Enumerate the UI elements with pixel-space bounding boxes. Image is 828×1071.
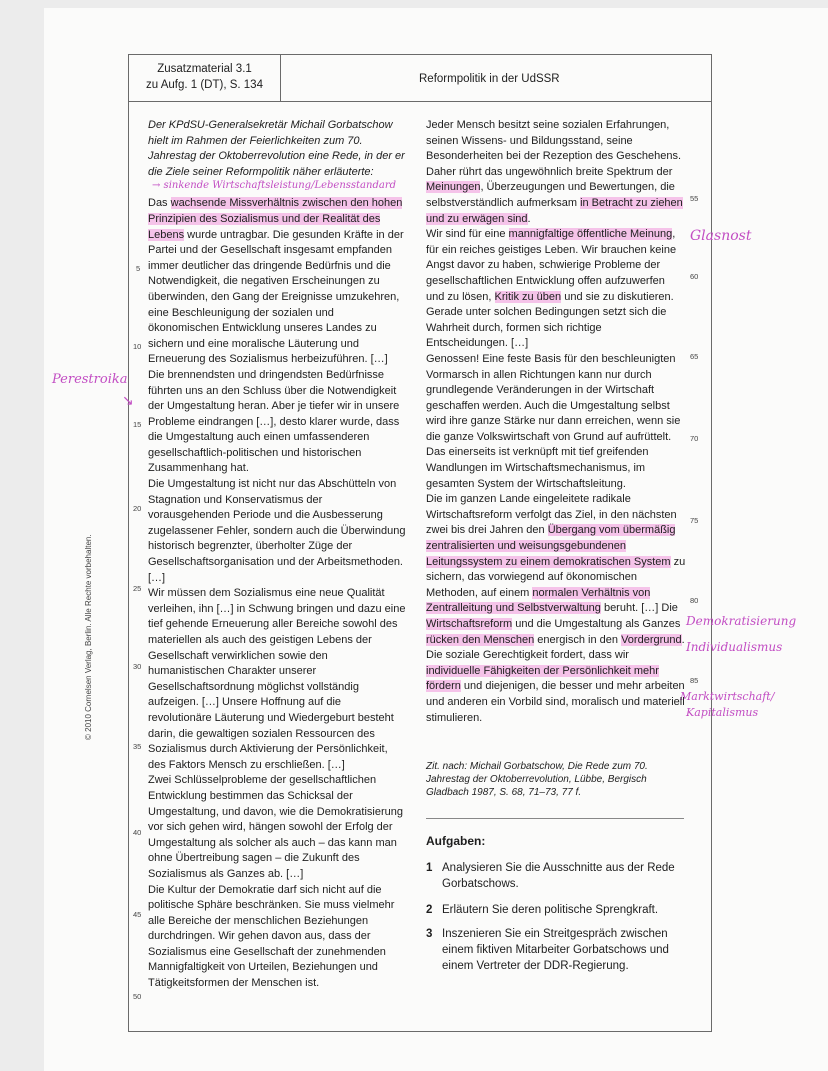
speech-paragraph: Die Kultur der Demokratie darf sich nicht auf die politische Sphäre beschränken. Sie muss vielmehr alle Bereiche der menschlichen Beziehungen durchdringen. Wir gehen davon aus, dass der Sozialismus eine Gesellschaft der zunehmenden Mannigfaltigkeit von Urteilen, Beziehungen und Tätigkeitsformen der Menschen ist.	[148, 883, 395, 990]
task-item	[426, 926, 696, 974]
source-citation: Zit. nach: Michail Gorbatschow, Die Rede zum 70. Jahrestag der Oktoberrevolution, Lübbe, Bergisch Gladbach 1987, S. 68, 71–73, 77 f.	[426, 761, 648, 798]
highlighted-text: Meinungen	[426, 181, 481, 194]
speech-paragraph: Genossen! Eine feste Basis für den beschleunigten Vormarsch in allen Richtungen kann nur durch grundlegende Veränderungen in der Wirtschaft geschaffen werden. Auch die Umgestaltung selbst wird ihre ganze Stärke nur dann erreichen, wenn sie die ganze Volkswirtschaft von Grund auf aufrüttelt. Das einerseits ist verknüpft mit tief greifenden Wandlungen im Wirtschaftsmechanismus, im gesamten System der Wirtschaftsleitung.	[426, 352, 681, 490]
task-number: 1	[426, 862, 433, 874]
speech-paragraph	[148, 196, 406, 477]
annotation-demokratisierung: Demokratisierung	[686, 614, 797, 628]
material-line-2: zu Aufg. 1 (DT), S. 134	[146, 79, 263, 91]
highlighted-text: mannigfaltige öffentliche Meinung	[508, 228, 673, 241]
highlighted-text: Übergang vom übermäßig zentralisierten und weisungsgebundenen Leitungssystem zu einem demokratischen System	[426, 524, 676, 568]
line-number: 85	[690, 676, 699, 685]
text-span: wurde untragbar. Die gesunden Kräfte in der Partei und der Gesellschaft insgesamt empfanden immer deutlicher das dringende Bedürfnis und die Notwendigkeit, die negativen Erscheinungen zu überwinden, den Gang der Ereignisse umzukehren, eine Beschleunigung der sozialen und ökonomischen Entwicklung unseres Landes zu sichern und eine moralische Läuterung und Erneuerung des Sozialismus herbeizuführen. […] Die brennendsten und dringendsten Bedürfnisse führten uns an den Schluss über die Notwendigkeit der Umgestaltung heran. Aber je tiefer wir in unsere Probleme eindrangen […], desto klarer wurde, dass die Umgestaltung auch einen umfassenderen gesellschaftlich-politischen und historischen Zusammenhang hat.	[148, 228, 404, 475]
task-number: 3	[426, 928, 433, 940]
annotation-arrow-icon: ↘	[122, 392, 134, 408]
speech-paragraph	[426, 227, 686, 352]
document-title: Reformpolitik in der UdSSR	[419, 73, 560, 85]
material-reference	[129, 55, 281, 101]
line-number: 70	[690, 434, 699, 443]
task-text: Erläutern Sie deren politische Sprengkraft.	[442, 904, 659, 916]
line-number: 55	[690, 194, 699, 203]
text-span: .	[527, 212, 531, 225]
text-span: , Überzeugungen und Bewertungen, die selbstverständlich aufmerksam	[426, 181, 675, 209]
task-text: Analysieren Sie die Ausschnitte aus der Rede Gorbatschows.	[442, 862, 675, 890]
task-text: Inszenieren Sie ein Streitgespräch zwischen einem fiktiven Mitarbeiter Gorbatschows und einem Vertreter der DDR-Regierung.	[442, 928, 669, 972]
speech-paragraph: Die Umgestaltung ist nicht nur das Abschütteln von Stagnation und Konservatismus der vorausgehenden Periode und die Ausbesserung zugelassener Fehler, sondern auch die Überwindung historisch begrenzter, überholter Züge der Gesellschaftsorganisation und der Arbeitsmethoden. […]	[148, 478, 406, 584]
right-text-column	[426, 118, 686, 726]
text-span: und diejenigen, die besser und mehr arbeiten und anderen ein Vorbild sind, moralisch und materiell stimulieren.	[426, 680, 685, 724]
task-item	[426, 860, 696, 892]
task-item	[426, 902, 696, 918]
speech-paragraph	[426, 118, 686, 227]
line-number: 50	[133, 992, 142, 1001]
text-span: und die Umgestaltung als Ganzes	[512, 618, 681, 630]
line-number: 30	[133, 662, 142, 671]
line-number: 45	[133, 910, 142, 919]
text-span: beruht. […] Die	[600, 602, 678, 615]
tasks-heading: Aufgaben:	[426, 834, 486, 848]
text-span: Jeder Mensch besitzt seine sozialen Erfahrungen, seinen Wissens- und Bildungsstand, seine Besonderheiten bei der Rezeption des Geschehens. Daher rührt das ungewöhnlich breite Spektrum der	[426, 119, 682, 178]
intro-paragraph: Der KPdSU-Generalsekretär Michail Gorbatschow hielt im Rahmen der Feierlichkeiten zum 70. Jahrestag der Oktoberrevolution eine Rede, in der er die Ziele seiner Reformpolitik näher erläuterte:	[148, 119, 405, 178]
left-text-column	[148, 118, 406, 992]
text-span: Wir sind für eine	[426, 228, 509, 241]
annotation-kapitalismus: Kapitalismus	[686, 706, 759, 719]
annotation-marktwirtschaft: Marktwirtschaft/	[680, 690, 775, 703]
line-number: 75	[690, 516, 699, 525]
line-number: 40	[133, 828, 142, 837]
annotation-glasnost: Glasnost	[690, 228, 752, 244]
text-span: und sie zu diskutieren. Gerade unter solchen Bedingungen setzt sich die Wahrheit durch, formen sich richtige Entscheidungen. […]	[426, 290, 674, 350]
line-number: 80	[690, 596, 699, 605]
highlighted-text: Vordergrund	[621, 633, 682, 646]
line-number: 10	[133, 342, 142, 351]
line-number: 5	[136, 264, 141, 273]
text-span: . Die soziale Gerechtigkeit fordert, dass wir	[426, 633, 685, 662]
highlighted-text: rücken den Menschen	[426, 633, 535, 646]
speech-paragraph	[426, 492, 686, 726]
highlighted-text: individuelle Fähigkeiten der Persönlichkeit mehr fördern	[426, 664, 659, 693]
document-header	[129, 55, 711, 102]
line-number: 60	[690, 272, 699, 281]
text-span: , für ein reiches geistiges Leben. Wir brauchen keine Angst davor zu haben, schwierige Probleme der gesellschaftlichen Entwicklung offen aufzuwerfen und zu lösen,	[426, 228, 677, 303]
annotation-under-intro: → sinkende Wirtschaftsleistung/Lebensstandard	[152, 180, 396, 191]
speech-paragraph: Zwei Schlüsselprobleme der gesellschaftlichen Entwicklung bestimmen das Schicksal der Umgestaltung, und davon, wie die Demokratisierung vor sich gehen wird, hängen sowohl der Erfolg der Umgestaltung als solcher als auch – das kann man ohne Übertreibung sagen – die Zukunft des Sozialismus als Ganzes ab. […]	[148, 774, 403, 880]
annotation-perestroika: Perestroika	[52, 372, 128, 387]
divider	[426, 818, 684, 819]
highlighted-text: Kritik zu üben	[494, 290, 562, 303]
line-number: 20	[133, 504, 142, 513]
highlighted-text: wachsende Missverhältnis zwischen den hohen Prinzipien des Sozialismus und der Realität des Lebens	[148, 197, 403, 241]
highlighted-text: Wirtschaftsreform	[426, 618, 513, 630]
copyright-notice: © 2010 Cornelsen Verlag, Berlin. Alle Rechte vorbehalten.	[84, 534, 93, 740]
text-span: Die im ganzen Lande eingeleitete radikale Wirtschaftsreform verfolgt das Ziel, in den nächsten zwei bis drei Jahren den	[426, 493, 677, 537]
speech-paragraph: Wir müssen dem Sozialismus eine neue Qualität verleihen, ihn […] in Schwung bringen und dazu eine tief gehende Erneuerung aller Bereiche sowohl des materiellen als auch des geistigen Lebens der Gesellschaft verwirklichen sowie den humanistischen Charakter unserer Gesellschaftsordnung möglichst vollständig aufzeigen. […] Unsere Hoffnung auf die revolutionäre Läuterung und Wiedergeburt besteht darin, die gewaltigen sozialen Ressourcen des Sozialismus durch Aktivierung der Persönlichkeit, des Faktors Mensch zu erschließen. […]	[148, 587, 406, 771]
highlighted-text: in Betracht zu ziehen und zu erwägen sind	[426, 196, 683, 225]
annotation-individualismus: Individualismus	[686, 640, 783, 654]
line-number: 25	[133, 584, 142, 593]
text-span: Das	[148, 197, 171, 210]
line-number: 35	[133, 742, 142, 751]
material-line-1: Zusatzmaterial 3.1	[157, 63, 252, 75]
text-span: energisch in den	[534, 633, 622, 646]
text-span: zu sichern, das vorwiegend auf ökonomischen Methoden, auf einem	[426, 555, 686, 599]
line-number: 65	[690, 352, 699, 361]
task-number: 2	[426, 904, 433, 916]
line-number: 15	[133, 420, 142, 429]
highlighted-text: normalen Verhältnis von Zentralleitung und Selbstverwaltung	[426, 586, 651, 615]
